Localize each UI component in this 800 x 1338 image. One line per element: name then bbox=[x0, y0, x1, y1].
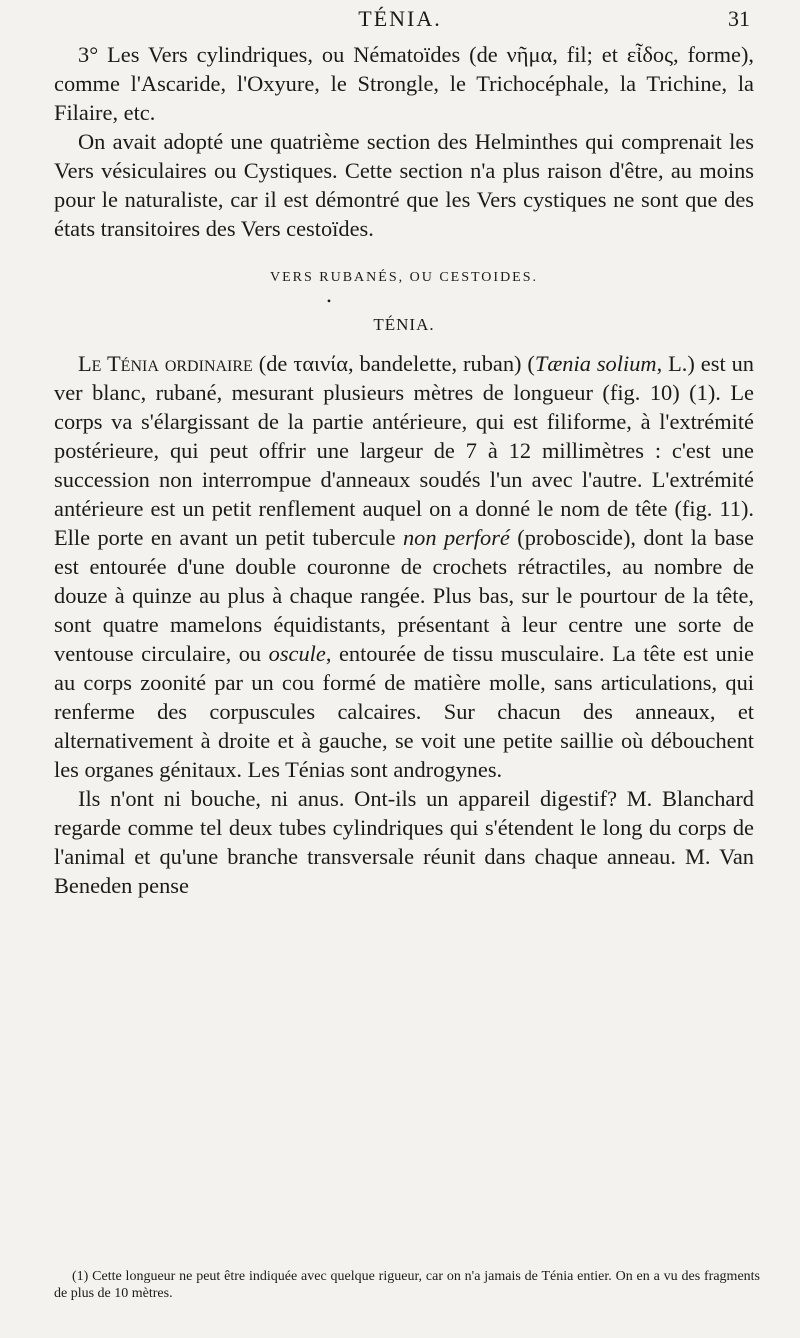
bullet-mark: • bbox=[326, 294, 332, 308]
lead-term: Le Ténia ordinaire bbox=[78, 351, 253, 376]
digestive-paragraph: Ils n'ont ni bouche, ni anus. Ont-ils un appareil digestif? M. Blanchard regarde comme tel deux tubes cylindriques qui s'étendent le long du corps de l'animal et qu'une branche transversale réunit dans chaque anneau. M. Van Beneden pense bbox=[54, 786, 754, 898]
emphasis-non-perfore: non perforé bbox=[402, 525, 510, 550]
footnote-text: (1) Cette longueur ne peut être indiquée avec quelque rigueur, car on n'a jamais de Ténia entier. On en a vu des fragments de plus de 10 mètres. bbox=[54, 1269, 760, 1301]
text-run: , entourée de tissu musculaire. La tête est unie au corps zoonité par un cou formé de matière molle, sans articulations, qui renferme des corpuscules calcaires. Sur chacun des anneaux, et alternativement à droite et à gauche, se voit une petite saillie où débouchent les organes génitaux. Les Ténias sont androgynes. bbox=[54, 641, 754, 782]
text-run: , L.) est un ver blanc, rubané, mesurant plusieurs mètres de longueur (fig. 10) (1). Le corps va s'élargissant de la partie antérieure, qui est filiforme, à l'extrémité postérieure, qui peut offrir une largeur de 7 à 12 millimètres : c'est une succession non interrompue d'anneaux soudés l'un avec l'autre. L'extrémité antérieure est un petit renflement auquel on a donné le nom de tête (fig. 11). Elle porte en avant un petit tubercule bbox=[54, 351, 754, 550]
running-title: TÉNIA. bbox=[358, 6, 442, 31]
main-text bbox=[54, 40, 754, 900]
intro-paragraph-nematoides: 3° Les Vers cylindriques, ou Nématoïdes (de νῆμα, fil; et εἶδος, forme), comme l'Ascaride, l'Oxyure, le Strongle, le Trichocéphale, la Trichine, la Filaire, etc. bbox=[54, 42, 754, 125]
subsection-heading: TÉNIA. bbox=[373, 315, 435, 334]
intro-paragraph-cystiques: On avait adopté une quatrième section des Helminthes qui comprenait les Vers vésiculaires ou Cystiques. Cette section n'a plus raison d'être, au moins pour le naturaliste, car il est démontré que les Vers cystiques ne sont que des états transitoires des Vers cestoïdes. bbox=[54, 129, 754, 241]
tenia-description-paragraph bbox=[54, 349, 754, 784]
text-run: (proboscide), dont la base est entourée d'une double couronne de crochets rétractiles, au nombre de douze à quinze au plus à chaque rangée. Plus bas, sur le pourtour de la tête, sont quatre mamelons équidistants, présentant à leur centre une sorte de ventouse circulaire, ou bbox=[54, 525, 754, 666]
footnote bbox=[54, 1268, 760, 1302]
section-heading: VERS RUBANÉS, OU CESTOIDES. bbox=[269, 270, 539, 285]
text-run: (de ταινία, bandelette, ruban) ( bbox=[252, 351, 535, 376]
page-number: 31 bbox=[728, 6, 750, 31]
emphasis-oscule: oscule bbox=[268, 641, 326, 666]
running-header bbox=[0, 6, 800, 36]
latin-name: Tænia solium bbox=[534, 351, 657, 376]
